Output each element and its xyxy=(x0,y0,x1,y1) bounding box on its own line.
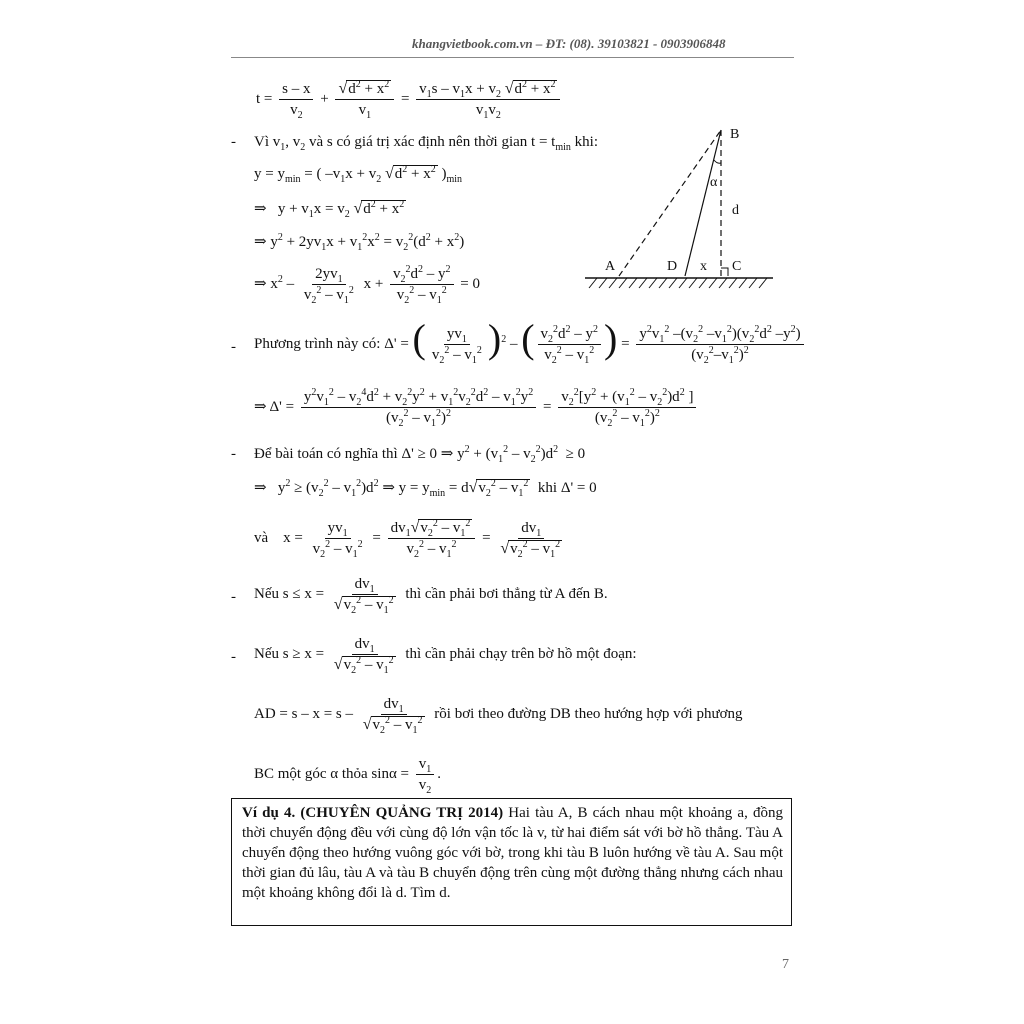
bullet-marker: - xyxy=(231,446,236,462)
label-A: A xyxy=(605,259,616,274)
label-C: C xyxy=(732,259,742,274)
label-x: x xyxy=(700,259,707,274)
equation-delta: Phương trình này có: Δ' = ( $\frac{yv_1}{v_2^2 - v_1^2}$ )$^2$ – ( $\frac{v_2^2d^2 - y^2}{v_2^2 - v_1^2}$ ) = $\frac{y^2v_1^2 -(v_2^2 -v_1^2)(v_2^2d^2 -y^2)}{(v_2^2-v_1^2)^2}$ xyxy=(254,325,807,364)
equation-ymin-result: ⇒ $y^2 \ge (v_2^2 - v_1^2)d^2$ ⇒ $y = y_{min} = d√v_2^2 - v_1^2$ khi Δ' = 0 xyxy=(254,478,597,499)
header-rule xyxy=(231,57,794,58)
equation-step2: ⇒ $y^2 + 2yv_1x + v_1^2x^2 = v_2^2(d^2 + x^2)$ xyxy=(254,232,465,253)
bullet-marker: - xyxy=(231,134,236,150)
condition-line: Để bài toán có nghĩa thì Δ' ≥ 0 ⇒ $y^2 + (v_1^2 - v_2^2)d^2 \ge 0$ xyxy=(254,444,586,465)
case-run: Nếu s ≥ x = $\frac{dv_1}{√v_2^2 - v_1^2}$ thì cần phải chạy trên bờ hồ một đoạn: xyxy=(254,636,637,676)
header-site: khangvietbook.com.vn xyxy=(412,36,533,51)
label-d: d xyxy=(732,203,739,218)
angle-arc xyxy=(714,160,721,163)
header-sep: – xyxy=(535,36,546,51)
equation-ymin: $y = y_{min}$ = ( $-v_1x + v_2$ $√d^2 + x^2$ )$_{min}$ xyxy=(254,164,463,185)
bullet-marker: - xyxy=(231,589,236,605)
fraction: $\frac{s - x}{v_2}$ xyxy=(279,80,313,119)
example-box xyxy=(231,798,792,926)
example-label: Ví dụ 4. (CHUYÊN QUẢNG TRỊ 2014) xyxy=(242,805,504,821)
line-DB xyxy=(685,130,721,276)
line-AB xyxy=(619,130,721,276)
label-D: D xyxy=(667,259,678,274)
page-number: 7 xyxy=(782,957,789,972)
geometry-figure xyxy=(575,120,785,300)
right-angle-mark xyxy=(721,268,728,276)
equation-AD: AD = s – x = s – $\frac{dv_1}{√v_2^2 - v_1^2}$ rồi bơi theo đường DB theo hướng hợp với phương xyxy=(254,696,743,736)
equation-t: t = $\frac{s - x}{v_2}$ + $\frac{√d^2 + x^2}{v_1}$ = $\frac{v_1s - v_1x + v_2 √d^2 + x^2}{v_1v_2}$ xyxy=(256,80,563,119)
equation-step1: ⇒ $y + v_1x = v_2$ $√d^2 + x^2$ xyxy=(254,199,405,220)
example-body: Hai tàu A, B cách nhau một khoảng a, đồng thời chuyển động đều với cùng độ lớn vận tốc là v, từ hai điểm sát với bờ hồ thẳng. Tàu A chuyển động theo hướng vuông góc với bờ, trong khi tàu B luôn hướng về tàu A. Sau một thời gian đủ lâu, tàu A và tàu B chuyển động trên cùng một đường thẳng nhưng cách nhau một khoảng không đổi là d. Tìm d. xyxy=(242,805,784,901)
label-alpha: α xyxy=(710,175,718,190)
equation-delta-expanded: ⇒ Δ' = $\frac{y^2v_1^2 - v_2^4d^2 + v_2^2y^2 + v_1^2v_2^2d^2 - v_1^2y^2}{(v_2^2 - v_1^2)^2}$ = $\frac{v_2^2[y^2 + (v_1^2 - v_2^2)d^2 ]}{(v_2^2 - v_1^2)^2}$ xyxy=(254,388,699,427)
bullet-marker: - xyxy=(231,339,236,355)
label-B: B xyxy=(730,127,740,142)
fraction: $\frac{v_1s - v_1x + v_2 √d^2 + x^2}{v_1v_2}$ xyxy=(416,80,560,119)
equation-x-result: và x = $\frac{yv_1}{v_2^2 - v_1^2}$ = $\frac{dv_1√v_2^2 - v_1^2}{v_2^2 - v_1^2}$ = $\frac{dv_1}{√v_2^2 - v_1^2}$ xyxy=(254,518,561,560)
text-vi: Vì $v_1$, $v_2$ và s có giá trị xác định nên thời gian $t = t_{min}$ khi: xyxy=(254,134,598,153)
equation-quadratic: ⇒ $x^2$ – $\frac{2yv_1}{v_2^2 - v_1^2}$ x + $\frac{v_2^2d^2 - y^2}{v_2^2 - v_1^2}$ = 0 xyxy=(254,264,481,306)
bullet-marker: - xyxy=(231,649,236,665)
equation-sin-alpha: BC một góc α thỏa sinα = $\frac{v_1}{v_2}$ . xyxy=(254,756,442,796)
case-swim: Nếu s ≤ x = $\frac{dv_1}{√v_2^2 - v_1^2}$ thì cần phải bơi thẳng từ A đến B. xyxy=(254,576,608,616)
fraction: $\frac{√d^2 + x^2}{v_1}$ xyxy=(335,80,394,119)
header-contact: ĐT: (08). 39103821 - 0903906848 xyxy=(545,36,726,51)
page-header xyxy=(412,36,726,52)
